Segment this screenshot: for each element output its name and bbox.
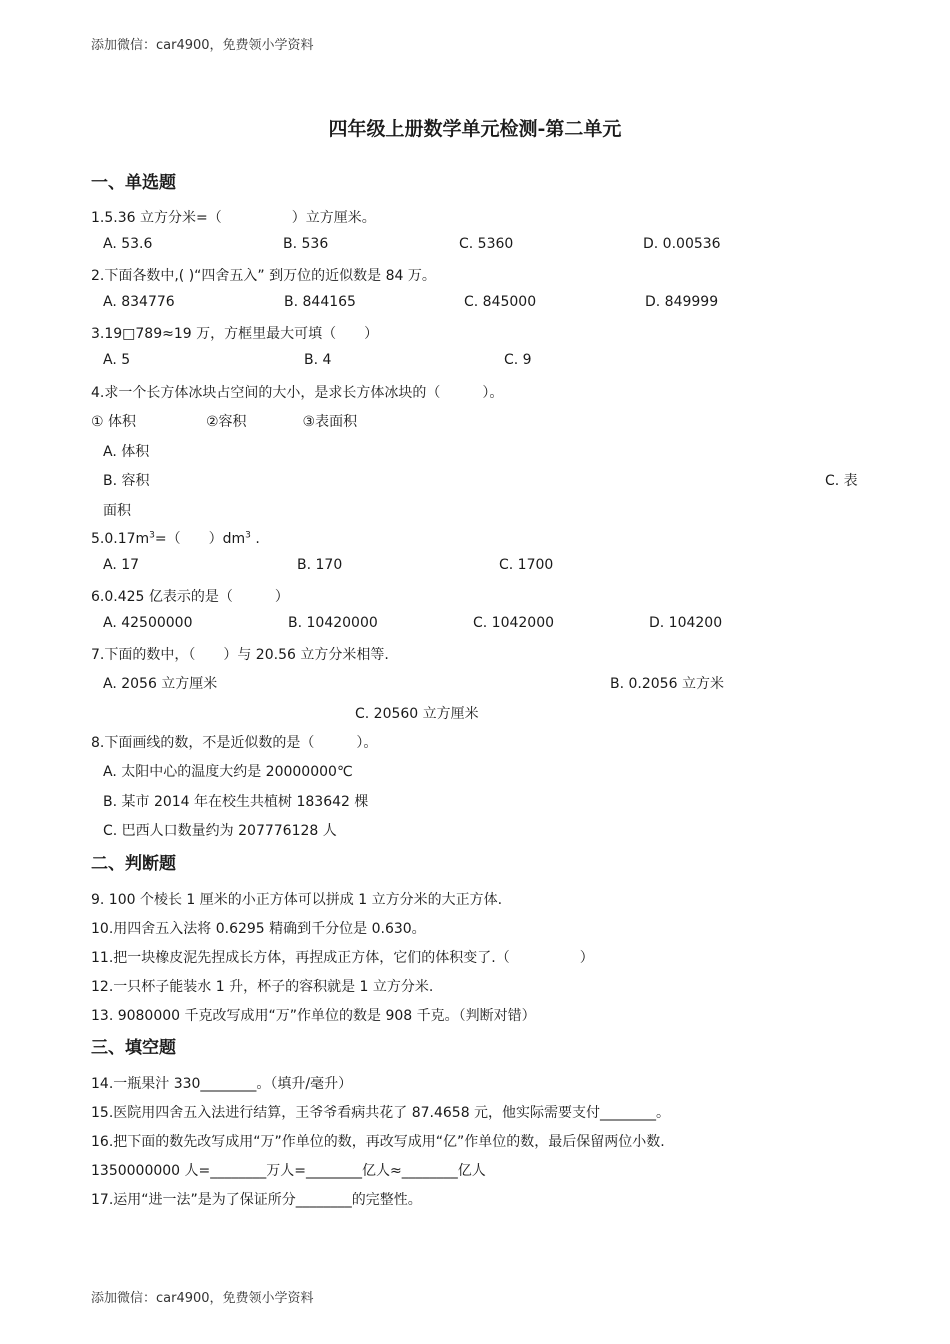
q5-option-c: C. 1700	[499, 557, 554, 573]
q2-option-c: C. 845000	[464, 294, 537, 310]
q1-option-c: C. 5360	[459, 236, 514, 252]
section-heading-single-choice: 一、单选题	[91, 173, 176, 193]
page-header: 添加微信：car4900，免费领小学资料	[91, 38, 314, 53]
q1-option-b: B. 536	[283, 236, 329, 252]
q1-option-a: A. 53.6	[103, 236, 153, 252]
section-heading-true-false: 二、判断题	[91, 854, 176, 874]
page-footer: 添加微信：car4900，免费领小学资料	[91, 1291, 314, 1306]
question-16-conversion-line: 1350000000 人=________万人=________亿人≈________亿人	[91, 1163, 486, 1179]
question-10: 10.用四舍五入法将 0.6295 精确到千分位是 0.630。	[91, 921, 426, 937]
q2-option-a: A. 834776	[103, 294, 175, 310]
question-7: 7.下面的数中，（ ）与 20.56 立方分米相等.	[91, 647, 389, 663]
q8-option-a: A. 太阳中心的温度大约是 20000000℃	[103, 764, 353, 780]
q5-exponent-2: 3	[245, 530, 251, 541]
q4-choice-items: ① 体积 ②容积 ③表面积	[91, 414, 358, 430]
q2-option-b: B. 844165	[284, 294, 356, 310]
q5-option-a: A. 17	[103, 557, 140, 573]
q5-option-b: B. 170	[297, 557, 343, 573]
q1-option-d: D. 0.00536	[643, 236, 721, 252]
q6-option-b: B. 10420000	[288, 615, 378, 631]
q4-option-c-continued: 面积	[103, 503, 131, 519]
q8-option-b: B. 某市 2014 年在校生共植树 183642 棵	[103, 794, 369, 810]
q6-option-d: D. 104200	[649, 615, 723, 631]
q8-option-c: C. 巴西人口数量约为 207776128 人	[103, 823, 337, 839]
question-5	[91, 528, 260, 548]
q5-exponent-1: 3	[149, 530, 155, 541]
q4-option-a: A. 体积	[103, 444, 150, 460]
section-heading-fill-in: 三、填空题	[91, 1038, 176, 1058]
q3-option-a: A. 5	[103, 352, 131, 368]
question-1: 1.5.36 立方分米=（ ）立方厘米。	[91, 210, 376, 226]
question-8: 8.下面画线的数，不是近似数的是（ ）。	[91, 735, 378, 751]
q6-option-c: C. 1042000	[473, 615, 555, 631]
question-12: 12.一只杯子能装水 1 升，杯子的容积就是 1 立方分米.	[91, 979, 434, 995]
question-17: 17.运用“进一法”是为了保证所分________的完整性。	[91, 1192, 422, 1208]
q7-option-a: A. 2056 立方厘米	[103, 676, 218, 692]
q2-option-d: D. 849999	[645, 294, 719, 310]
question-6: 6.0.425 亿表示的是（ ）	[91, 589, 289, 605]
q4-option-b: B. 容积	[103, 473, 150, 489]
q6-option-a: A. 42500000	[103, 615, 193, 631]
q7-option-c: C. 20560 立方厘米	[355, 706, 479, 722]
question-9: 9. 100 个棱长 1 厘米的小正方体可以拼成 1 立方分米的大正方体.	[91, 892, 503, 908]
q5-text-middle: =（ ）dm	[154, 531, 246, 547]
question-11: 11.把一块橡皮泥先捏成长方体，再捏成正方体，它们的体积变了.（ ）	[91, 950, 594, 966]
q4-option-c: C. 表	[825, 473, 858, 489]
question-13: 13. 9080000 千克改写成用“万”作单位的数是 908 千克。（判断对错）	[91, 1008, 536, 1024]
question-3: 3.19□789≈19 万，方框里最大可填（ ）	[91, 326, 379, 342]
q3-option-b: B. 4	[304, 352, 332, 368]
question-2: 2.下面各数中,( )“四舍五入” 到万位的近似数是 84 万。	[91, 268, 436, 284]
question-14: 14.一瓶果汁 330________。（填升/毫升）	[91, 1076, 353, 1092]
q7-option-b: B. 0.2056 立方米	[610, 676, 724, 692]
question-15: 15.医院用四舍五入法进行结算，王爷爷看病共花了 87.4658 元，他实际需要支付________。	[91, 1105, 671, 1121]
q3-option-c: C. 9	[504, 352, 532, 368]
document-title: 四年级上册数学单元检测-第二单元	[328, 118, 622, 140]
question-16: 16.把下面的数先改写成用“万”作单位的数，再改写成用“亿”作单位的数，最后保留两位小数.	[91, 1134, 665, 1150]
q5-text-start: 5.0.17m	[91, 531, 150, 547]
q5-text-end: .	[250, 531, 260, 547]
question-4: 4.求一个长方体冰块占空间的大小，是求长方体冰块的（ ）。	[91, 385, 504, 401]
